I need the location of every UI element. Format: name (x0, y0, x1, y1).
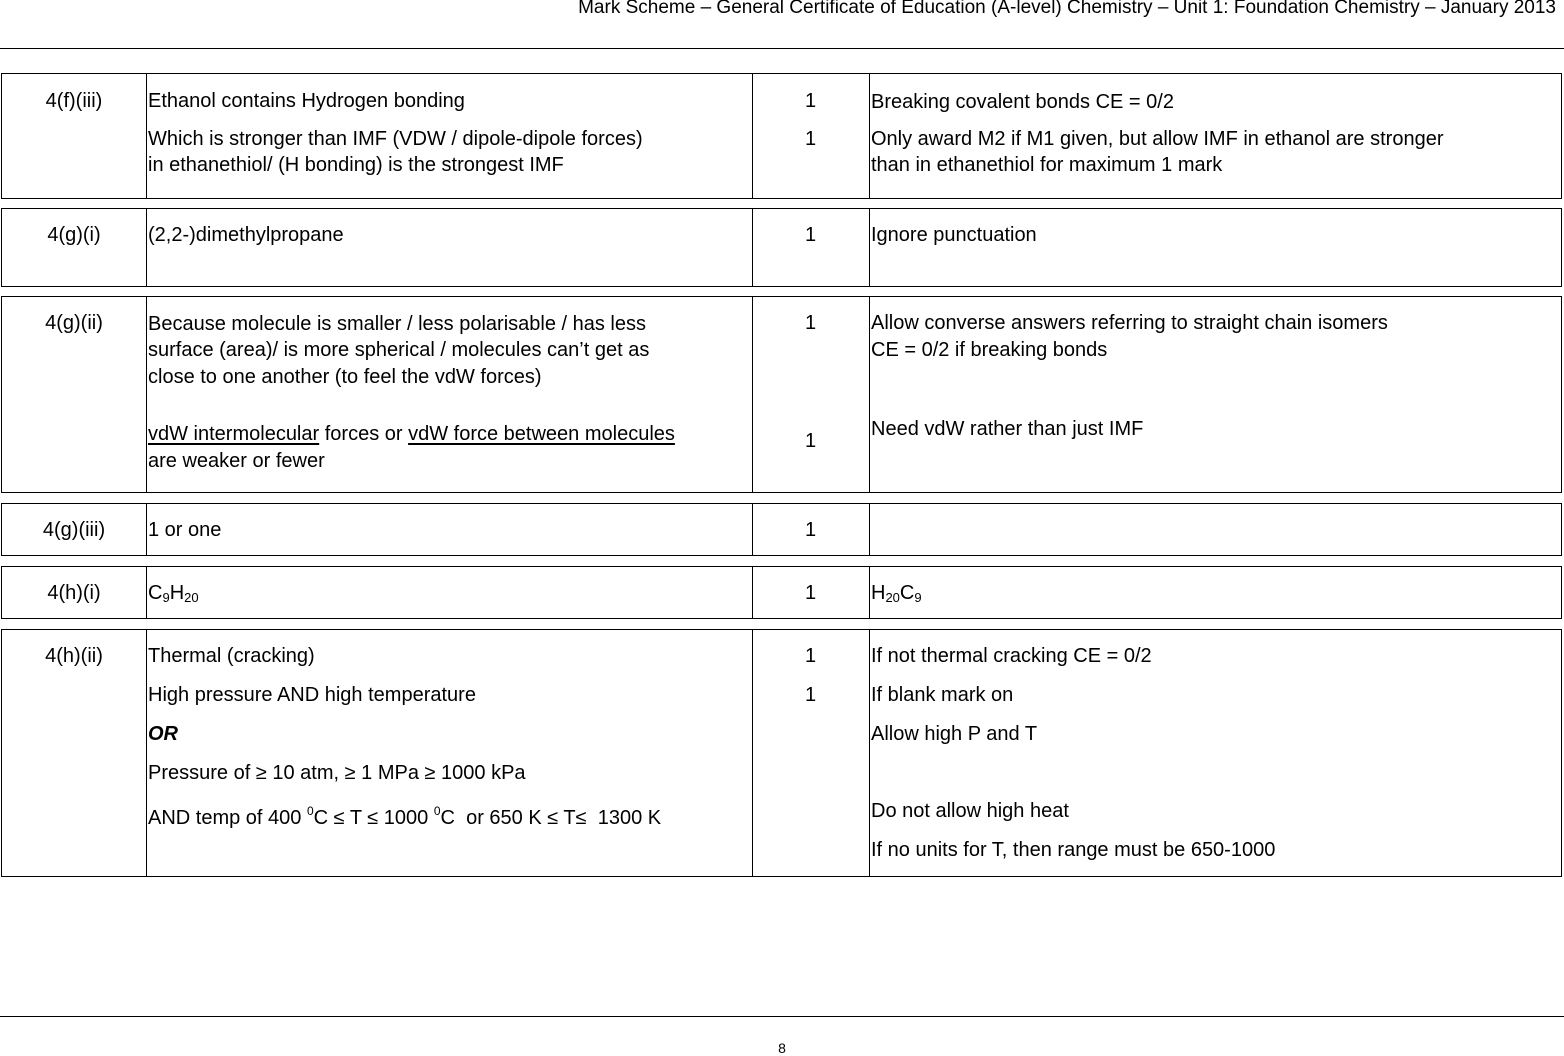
comment-text: Breaking covalent bonds CE = 0/2 (871, 91, 1174, 113)
answer-text: surface (area)/ is more spherical / molecules can’t get as (148, 339, 650, 361)
column-divider (869, 504, 870, 555)
column-divider (869, 209, 870, 286)
formula-element: H (871, 582, 886, 604)
formula-subscript: 20 (885, 590, 900, 605)
formula-element: C (899, 582, 915, 604)
comment-text: Allow high P and T (871, 723, 1038, 745)
answer-fragment: AND temp of 400 (148, 807, 307, 829)
comment-text: If blank mark on (871, 684, 1014, 706)
answer-text: are weaker or fewer (148, 450, 325, 472)
question-block-4f-iii (1, 73, 1562, 199)
mark-value: 1 (804, 128, 817, 150)
column-divider (146, 209, 147, 286)
question-number: 4(g)(i) (47, 224, 101, 246)
mark-value: 1 (804, 90, 817, 112)
column-divider (146, 630, 147, 876)
answer-text (148, 421, 675, 447)
answer-text: High pressure AND high temperature (148, 684, 476, 706)
comment-text: CE = 0/2 if breaking bonds (871, 339, 1108, 361)
formula-subscript: 20 (184, 590, 199, 605)
mark-value: 1 (804, 582, 817, 604)
question-block-4g-ii (1, 296, 1562, 493)
answer-text: Pressure of ≥ 10 atm, ≥ 1 MPa ≥ 1000 kPa (148, 762, 526, 784)
column-divider (869, 74, 870, 198)
mark-value: 1 (804, 684, 817, 706)
answer-or-label: OR (148, 723, 178, 745)
mark-value: 1 (804, 312, 817, 334)
underlined-term: vdW force between molecules (408, 423, 675, 445)
column-divider (146, 74, 147, 198)
comment-text: If not thermal cracking CE = 0/2 (871, 645, 1152, 667)
column-divider (869, 630, 870, 876)
mark-value: 1 (804, 224, 817, 246)
answer-text: Because molecule is smaller / less polarisable / has less (148, 313, 646, 335)
answer-fragment: C ≤ T ≤ 1000 (313, 807, 434, 829)
formula-element: H (169, 582, 185, 604)
formula-subscript: 9 (914, 590, 922, 605)
comment-text: than in ethanethiol for maximum 1 mark (871, 154, 1223, 176)
answer-connector: forces or (319, 423, 409, 445)
answer-fragment: C or 650 K ≤ T≤ 1300 K (440, 807, 662, 829)
underlined-term: vdW intermolecular (148, 423, 320, 445)
question-number: 4(f)(iii) (45, 90, 103, 112)
question-number: 4(h)(i) (47, 582, 101, 604)
column-divider (146, 567, 147, 618)
answer-text: Which is stronger than IMF (VDW / dipole-dipole forces) (148, 128, 643, 150)
question-block-4g-i (1, 208, 1562, 287)
answer-text: in ethanethiol/ (H bonding) is the strongest IMF (148, 154, 564, 176)
mark-value: 1 (804, 645, 817, 667)
comment-text: Allow converse answers referring to straight chain isomers (871, 312, 1388, 334)
formula-subscript: 9 (162, 590, 170, 605)
superscript: 0 (306, 804, 314, 818)
column-divider (146, 504, 147, 555)
answer-text (148, 798, 661, 831)
answer-formula (148, 580, 199, 611)
page-header-title: Mark Scheme – General Certificate of Education (A-level) Chemistry – Unit 1: Foundation Chemistry – January 2013 (578, 0, 1556, 18)
answer-text: Thermal (cracking) (148, 645, 315, 667)
comment-text: Only award M2 if M1 given, but allow IMF in ethanol are stronger (871, 128, 1444, 150)
answer-text: close to one another (to feel the vdW forces) (148, 366, 542, 388)
comment-text: Do not allow high heat (871, 800, 1069, 822)
answer-text: (2,2-)dimethylpropane (148, 224, 344, 246)
comment-text: Need vdW rather than just IMF (871, 418, 1144, 440)
answer-text: Ethanol contains Hydrogen bonding (148, 90, 465, 112)
question-block-4h-ii (1, 629, 1562, 877)
mark-value: 1 (804, 519, 817, 541)
comment-formula (871, 580, 922, 611)
comment-text: If no units for T, then range must be 650-1000 (871, 839, 1276, 861)
question-number: 4(g)(ii) (45, 312, 103, 334)
footer-rule (0, 1016, 1564, 1017)
column-divider (146, 297, 147, 492)
question-number: 4(h)(ii) (45, 645, 103, 667)
page-number: 8 (778, 1040, 786, 1056)
mark-value: 1 (804, 430, 817, 452)
question-block-4g-iii (1, 503, 1562, 556)
formula-element: C (148, 582, 163, 604)
answer-text: 1 or one (148, 519, 222, 541)
question-block-4h-i (1, 566, 1562, 619)
superscript: 0 (433, 804, 441, 818)
header-rule (0, 48, 1564, 49)
comment-text: Ignore punctuation (871, 224, 1037, 246)
column-divider (869, 567, 870, 618)
column-divider (869, 297, 870, 492)
question-number: 4(g)(iii) (42, 519, 106, 541)
